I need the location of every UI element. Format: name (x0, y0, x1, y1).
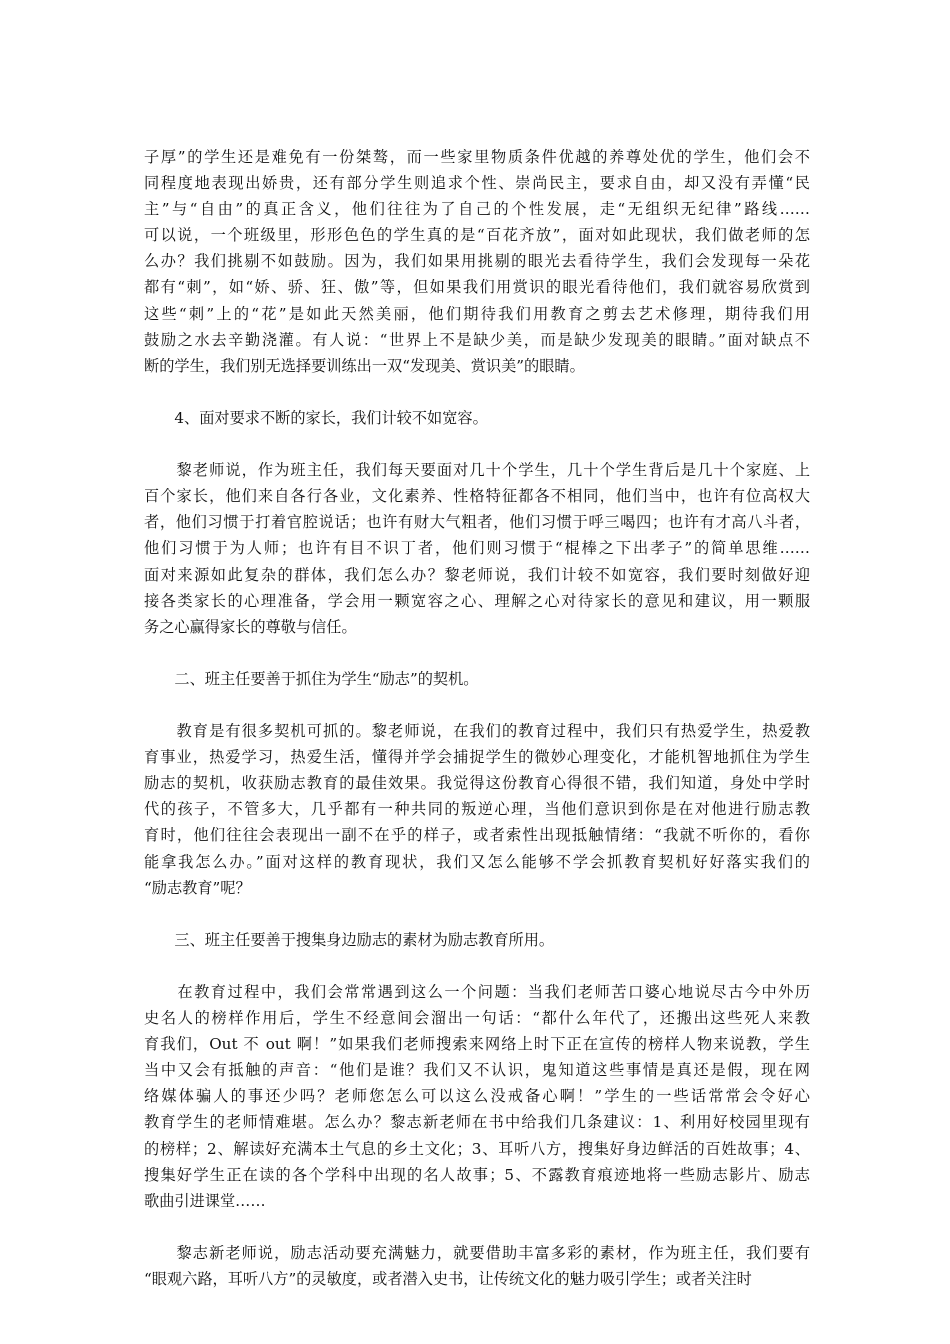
paragraph (144, 666, 810, 692)
text-line: 鼓励之水去辛勤浇灌。有人说：“世界上不是缺少美，而是缺少发现美的眼睛。”面对缺点不 (144, 330, 810, 349)
paragraph (144, 457, 810, 640)
text-line: 黎志新老师说，励志活动要充满魅力，就要借助丰富多彩的素材，作为班主任，我们要有 (144, 1243, 810, 1262)
text-line: “眼观六路，耳听八方”的灵敏度，或者潜入史书，让传统文化的魅力吸引学生；或者关注时 (144, 1270, 752, 1289)
text-line: 歌曲引进课堂…… (144, 1191, 266, 1210)
text-line: 4、面对要求不断的家长，我们计较不如宽容。 (144, 408, 488, 427)
text-line: 者，他们习惯于打着官腔说话；也许有财大气粗者，他们习惯于呼三喝四；也许有才高八斗者， (144, 513, 810, 532)
paragraph-spacer (144, 431, 810, 457)
text-line: 接各类家长的心理准备，学会用一颗宽容之心、理解之心对待家长的意见和建议，用一颗服 (144, 591, 810, 610)
text-line: 当中又会有抵触的声音：“他们是谁？我们又不认识，鬼知道这些事情是真还是假，现在网 (144, 1061, 810, 1080)
paragraph (144, 144, 810, 379)
paragraph-spacer (144, 1214, 810, 1240)
text-line: 主”与“自由”的真正含义，他们往往为了自己的个性发展，走“无组织无纪律”路线…… (144, 200, 810, 219)
text-line: 的榜样；2、解读好充满本土气息的乡土文化；3、耳听八方，搜集好身边鲜活的百姓故事；4、 (144, 1139, 810, 1158)
paragraph-spacer (144, 901, 810, 927)
paragraph (144, 718, 810, 901)
text-line: 能拿我怎么办。”面对这样的教育现状，我们又怎么能够不学会抓教育契机好好落实我们的 (144, 852, 810, 871)
text-line: 可以说，一个班级里，形形色色的学生真的是“百花齐放”，面对如此现状，我们做老师的怎 (144, 226, 810, 245)
paragraph (144, 927, 810, 953)
paragraph (144, 405, 810, 431)
text-line: 励志的契机，收获励志教育的最佳效果。我觉得这份教育心得很不错，我们知道，身处中学时 (144, 774, 810, 793)
text-line: 同程度地表现出娇贵，还有部分学生则追求个性、崇尚民主，要求自由，却又没有弄懂“民 (144, 174, 810, 193)
paragraph-spacer (144, 640, 810, 666)
text-line: “励志教育”呢？ (144, 878, 251, 897)
text-line: 搜集好学生正在读的各个学科中出现的名人故事；5、不露教育痕迹地将一些励志影片、励志 (144, 1165, 810, 1184)
text-line: 百个家长，他们来自各行各业，文化素养、性格特征都各不相同，他们当中，也许有位高权大 (144, 487, 810, 506)
paragraph (144, 979, 810, 1214)
text-line: 史名人的榜样作用后，学生不经意间会溜出一句话：“都什么年代了，还搬出这些死人来教 (144, 1009, 810, 1028)
paragraph (144, 1240, 810, 1292)
text-line: 络媒体骗人的事还少吗？老师您怎么可以这么没戒备心啊！”学生的一些话常常会令好心 (144, 1087, 810, 1106)
text-line: 面对来源如此复杂的群体，我们怎么办？黎老师说，我们计较不如宽容，我们要时刻做好迎 (144, 565, 810, 584)
text-line: 么办？我们挑剔不如鼓励。因为，我们如果用挑剔的眼光去看待学生，我们会发现每一朵花 (144, 252, 810, 271)
document-page (144, 144, 810, 1292)
paragraph-spacer (144, 692, 810, 718)
text-line: 教育学生的老师情难堪。怎么办？黎志新老师在书中给我们几条建议：1、利用好校园里现有 (144, 1113, 810, 1132)
text-line: 务之心赢得家长的尊敬与信任。 (144, 617, 357, 636)
text-line: 子厚”的学生还是难免有一份桀骜，而一些家里物质条件优越的养尊处优的学生，他们会不 (144, 148, 810, 166)
text-line: 在教育过程中，我们会常常遇到这么一个问题：当我们老师苦口婆心地说尽古今中外历 (144, 983, 810, 1001)
text-line: 断的学生，我们别无选择要训练出一双“发现美、赏识美”的眼睛。 (144, 356, 585, 375)
text-line: 育我们，Out 不 out 啊！”如果我们老师搜索来网络上时下正在宣传的榜样人物来说教，学生 (144, 1035, 810, 1054)
text-line: 教育是有很多契机可抓的。黎老师说，在我们的教育过程中，我们只有热爱学生，热爱教 (144, 722, 810, 741)
paragraph-spacer (144, 379, 810, 405)
text-line: 他们习惯于为人师；也许有目不识丁者，他们则习惯于“棍棒之下出孝子”的简单思维…… (144, 539, 810, 558)
text-line: 育时，他们往往会表现出一副不在乎的样子，或者索性出现抵触情绪：“我就不听你的，看你 (144, 826, 810, 845)
text-line: 都有“刺”，如“娇、骄、狂、傲”等，但如果我们用赏识的眼光看待他们，我们就容易欣赏到 (144, 278, 810, 297)
text-line: 三、班主任要善于搜集身边励志的素材为励志教育所用。 (144, 930, 555, 949)
text-line: 这些“刺”上的“花”是如此天然美丽，他们期待我们用教育之剪去艺术修理，期待我们用 (144, 304, 810, 323)
text-line: 育事业，热爱学习，热爱生活，懂得并学会捕捉学生的微妙心理变化，才能机智地抓住为学生 (144, 748, 810, 767)
text-line: 代的孩子，不管多大，几乎都有一种共同的叛逆心理，当他们意识到你是在对他进行励志教 (144, 800, 810, 819)
text-line: 二、班主任要善于抓住为学生“励志”的契机。 (144, 669, 479, 688)
text-line: 黎老师说，作为班主任，我们每天要面对几十个学生，几十个学生背后是几十个家庭、上 (144, 461, 810, 480)
paragraph-spacer (144, 953, 810, 979)
